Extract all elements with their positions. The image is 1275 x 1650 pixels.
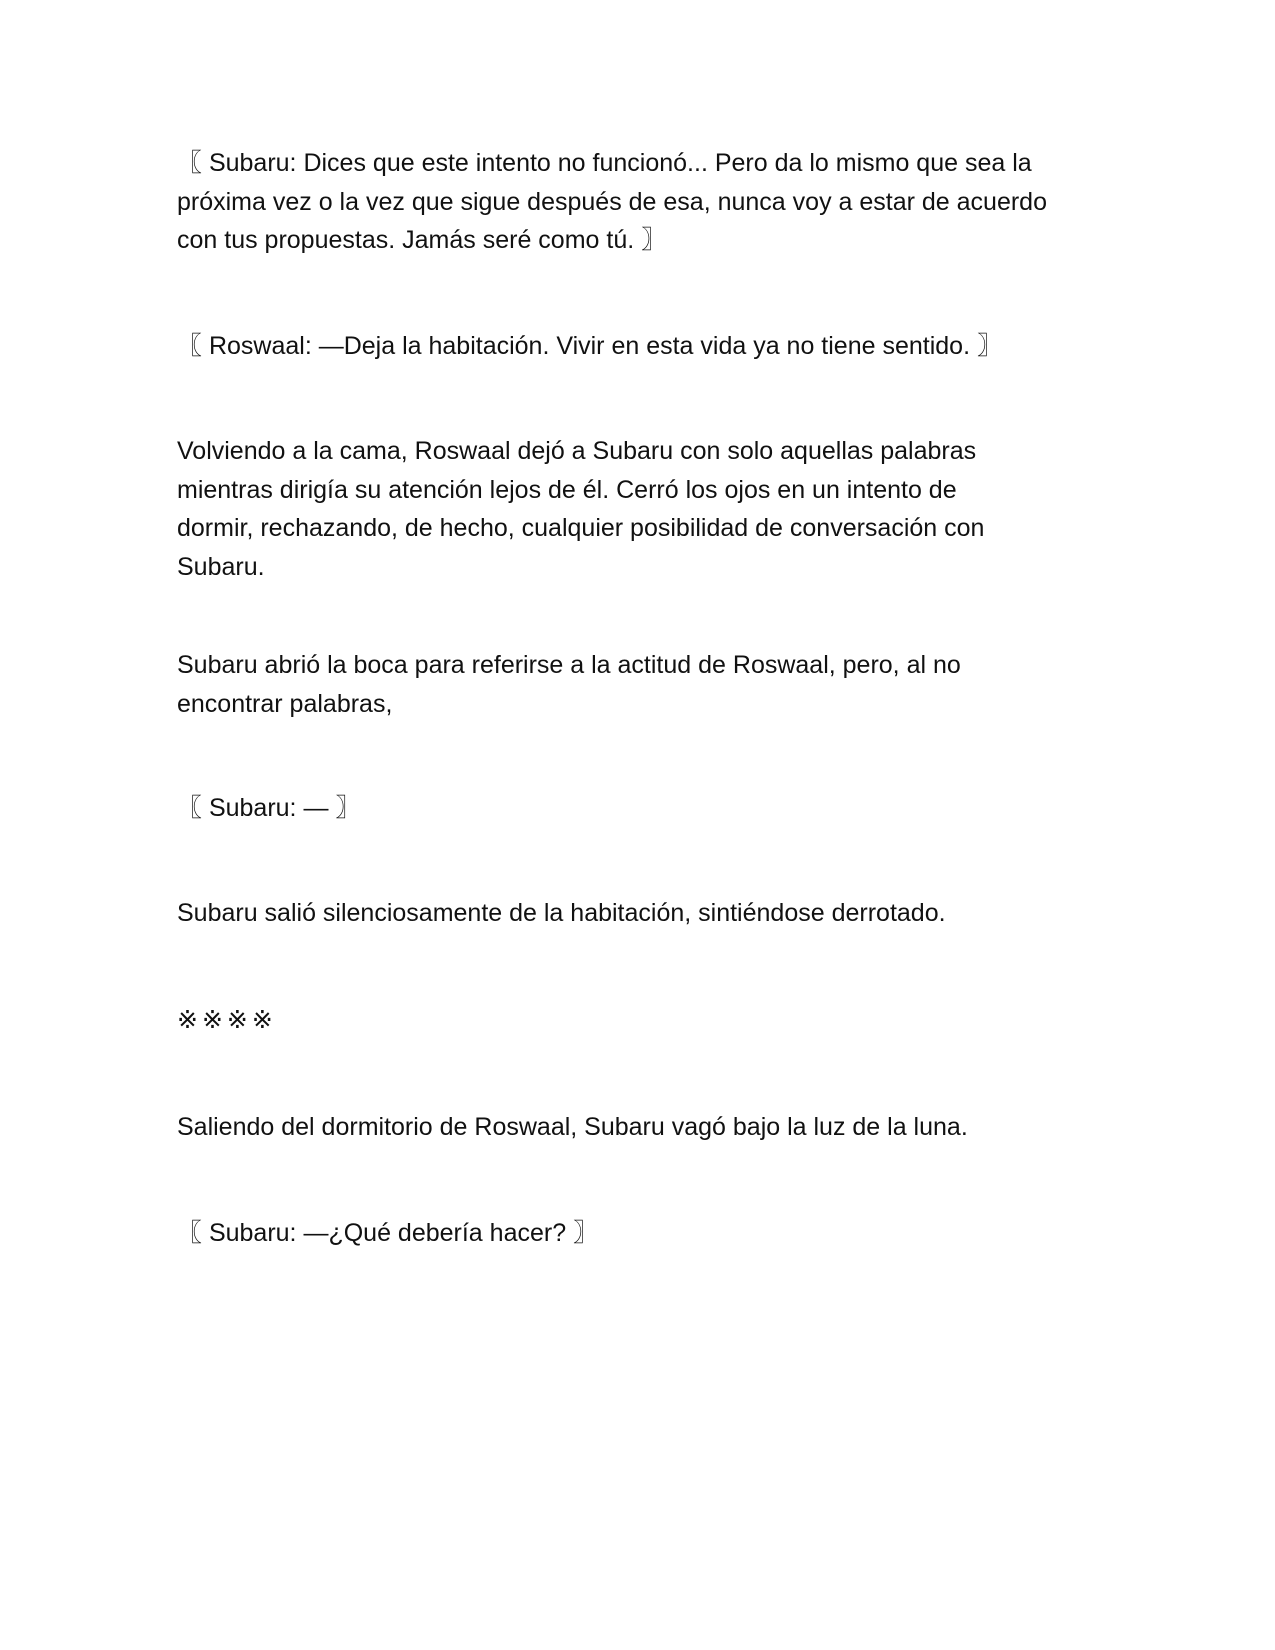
text-line: Saliendo del dormitorio de Roswaal, Subaru vagó bajo la luz de la luna. <box>177 1113 968 1141</box>
text-line: con tus propuestas. Jamás seré como tú. 〗 <box>177 226 667 254</box>
narration-paragraph-3 <box>177 894 1097 933</box>
narration-paragraph-4 <box>177 1108 1097 1147</box>
narration-paragraph-1 <box>177 432 1097 586</box>
dialogue-paragraph-subaru-2 <box>177 789 1097 828</box>
text-line: Subaru. <box>177 552 265 581</box>
dialogue-paragraph-subaru-1 <box>177 144 1097 260</box>
text-line: mientras dirigía su atención lejos de él. Cerró los ojos en un intento de <box>177 475 957 504</box>
separator-marks: ※※※※ <box>177 1006 277 1034</box>
text-line: Subaru salió silenciosamente de la habitación, sintiéndose derrotado. <box>177 899 946 927</box>
text-line: próxima vez o la vez que sigue después de esa, nunca voy a estar de acuerdo <box>177 187 1047 216</box>
narration-paragraph-2 <box>177 646 1097 723</box>
text-line: 〖 Subaru: Dices que este intento no funcionó... Pero da lo mismo que sea la <box>177 149 1032 177</box>
text-line: 〖 Subaru: —¿Qué debería hacer? 〗 <box>177 1219 599 1247</box>
text-line: 〖 Roswaal: —Deja la habitación. Vivir en esta vida ya no tiene sentido. 〗 <box>177 332 1002 360</box>
text-line: encontrar palabras, <box>177 689 393 718</box>
dialogue-paragraph-roswaal <box>177 327 1097 366</box>
text-line: Volviendo a la cama, Roswaal dejó a Subaru con solo aquellas palabras <box>177 437 977 465</box>
dialogue-paragraph-subaru-3 <box>177 1214 1097 1253</box>
text-line: dormir, rechazando, de hecho, cualquier posibilidad de conversación con <box>177 514 985 542</box>
text-line: 〖 Subaru: — 〗 <box>177 794 361 822</box>
text-line: Subaru abrió la boca para referirse a la actitud de Roswaal, pero, al no <box>177 651 961 679</box>
scene-separator <box>177 1001 1097 1040</box>
